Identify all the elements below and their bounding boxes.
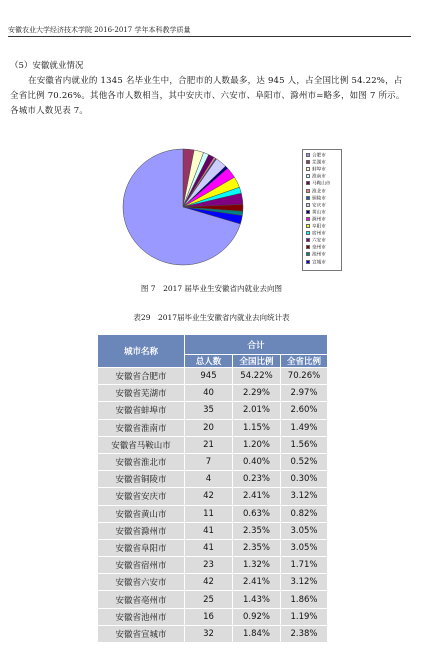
cell-city: 安徽省六安市 [98, 574, 185, 591]
cell-city: 安徽省池州市 [98, 608, 185, 625]
table-row [98, 557, 328, 574]
legend-label: 亳州市 [312, 245, 326, 251]
cell-national-ratio: 2.41% [233, 488, 281, 505]
legend-label: 宣城市 [312, 260, 326, 265]
legend-label: 淮北市 [312, 189, 326, 194]
cell-national-ratio: 2.29% [233, 385, 281, 402]
cell-national-ratio: 1.32% [233, 557, 281, 574]
legend-item [306, 224, 326, 230]
legend-swatch [306, 181, 310, 185]
legend-swatch [306, 238, 310, 242]
figure-caption: 图 7 2017 届毕业生安徽省内就业去向图 [140, 284, 283, 293]
legend-swatch [306, 210, 310, 214]
legend-swatch [306, 252, 310, 256]
legend-swatch [306, 260, 310, 264]
legend-item [306, 231, 326, 237]
table-row [98, 471, 328, 488]
legend-label: 马鞍山市 [312, 181, 331, 187]
cell-national-ratio: 0.92% [233, 608, 281, 625]
cell-total: 41 [185, 539, 233, 556]
cell-province-ratio: 0.30% [281, 471, 328, 488]
cell-province-ratio: 1.71% [281, 557, 328, 574]
legend-label: 宿州市 [312, 231, 326, 237]
legend-label: 安庆市 [312, 203, 326, 209]
legend-swatch [306, 174, 310, 178]
table-row [98, 574, 328, 591]
cell-province-ratio: 0.52% [281, 453, 328, 470]
legend-item [306, 245, 326, 251]
cell-city: 安徽省蚌埠市 [98, 402, 185, 419]
legend-item [306, 160, 326, 166]
cell-province-ratio: 2.60% [281, 402, 328, 419]
cell-province-ratio: 1.19% [281, 608, 328, 625]
legend-swatch [306, 203, 310, 207]
legend-swatch [306, 224, 310, 228]
cell-province-ratio: 3.05% [281, 539, 328, 556]
cell-province-ratio: 1.86% [281, 591, 328, 608]
cell-total: 21 [185, 436, 233, 453]
legend-swatch [306, 196, 310, 200]
legend-label: 合肥市 [312, 153, 326, 159]
legend-item [306, 181, 330, 187]
cell-province-ratio: 1.49% [281, 419, 328, 436]
cell-total: 23 [185, 557, 233, 574]
cell-total: 32 [185, 625, 233, 642]
legend-label: 芜湖市 [312, 160, 326, 166]
cell-total: 40 [185, 385, 233, 402]
section-heading: （5）安徽就业情况 [10, 61, 84, 71]
legend-item [306, 167, 326, 173]
legend-item [306, 252, 326, 258]
cell-total: 16 [185, 608, 233, 625]
cell-city: 安徽省滁州市 [98, 522, 185, 539]
cell-national-ratio: 2.35% [233, 539, 281, 556]
table-row [98, 539, 328, 556]
legend-item [306, 210, 326, 216]
cell-city: 安徽省芜湖市 [98, 385, 185, 402]
header-national-ratio: 全国比例 [233, 355, 281, 368]
header-divider [8, 36, 411, 37]
cell-city: 安徽省马鞍山市 [98, 436, 185, 453]
cell-national-ratio: 0.63% [233, 505, 281, 522]
legend-swatch [306, 153, 310, 157]
legend-item [306, 196, 326, 202]
cell-province-ratio: 3.12% [281, 574, 328, 591]
cell-city: 安徽省宿州市 [98, 557, 185, 574]
legend-label: 六安市 [312, 238, 326, 244]
legend-item [306, 153, 326, 159]
legend-swatch [306, 245, 310, 249]
cell-city: 安徽省亳州市 [98, 591, 185, 608]
cell-total: 25 [185, 591, 233, 608]
cell-total: 20 [185, 419, 233, 436]
table-row [98, 608, 328, 625]
cell-city: 安徽省淮南市 [98, 419, 185, 436]
cell-total: 945 [185, 368, 233, 385]
page-header: 安徽农业大学经济技术学院 2016-2017 学年本科教学质量 [8, 26, 191, 34]
cell-city: 安徽省黄山市 [98, 505, 185, 522]
legend-item [306, 189, 326, 195]
cell-total: 35 [185, 402, 233, 419]
cell-province-ratio: 3.12% [281, 488, 328, 505]
cell-national-ratio: 0.23% [233, 471, 281, 488]
cell-national-ratio: 1.84% [233, 625, 281, 642]
legend-label: 黄山市 [312, 210, 326, 216]
legend-item [306, 203, 326, 209]
cell-total: 4 [185, 471, 233, 488]
table-row [98, 436, 328, 453]
cell-city: 安徽省宣城市 [98, 625, 185, 642]
cell-national-ratio: 1.15% [233, 419, 281, 436]
cell-city: 安徽省合肥市 [98, 368, 185, 385]
employment-table [97, 334, 328, 643]
cell-total: 41 [185, 522, 233, 539]
table-row [98, 505, 328, 522]
header-province-ratio: 全省比例 [281, 355, 328, 368]
cell-city: 安徽省阜阳市 [98, 539, 185, 556]
legend-label: 蚌埠市 [312, 167, 326, 173]
table-row [98, 625, 328, 642]
cell-province-ratio: 1.56% [281, 436, 328, 453]
cell-total: 42 [185, 574, 233, 591]
pie-chart [120, 140, 300, 271]
legend-label: 阜阳市 [312, 224, 326, 230]
table-row [98, 385, 328, 402]
cell-province-ratio: 2.97% [281, 385, 328, 402]
legend-item [306, 217, 326, 223]
legend-label: 滁州市 [312, 217, 326, 223]
cell-province-ratio: 3.05% [281, 522, 328, 539]
legend-swatch [306, 160, 310, 164]
cell-national-ratio: 2.41% [233, 574, 281, 591]
cell-national-ratio: 2.35% [233, 522, 281, 539]
cell-province-ratio: 0.82% [281, 505, 328, 522]
cell-province-ratio: 70.26% [281, 368, 328, 385]
table-row [98, 368, 328, 385]
legend-swatch [306, 189, 310, 193]
cell-national-ratio: 2.01% [233, 402, 281, 419]
legend-label: 池州市 [312, 252, 326, 258]
table-row [98, 453, 328, 470]
legend-label: 淮南市 [312, 174, 326, 180]
cell-total: 11 [185, 505, 233, 522]
table-row [98, 488, 328, 505]
legend-swatch [306, 217, 310, 221]
chart-legend [302, 149, 342, 271]
legend-label: 铜陵市 [312, 196, 326, 202]
cell-total: 7 [185, 453, 233, 470]
cell-province-ratio: 2.38% [281, 625, 328, 642]
table-row [98, 419, 328, 436]
cell-national-ratio: 1.43% [233, 591, 281, 608]
cell-city: 安徽省淮北市 [98, 453, 185, 470]
cell-national-ratio: 1.20% [233, 436, 281, 453]
table-row [98, 402, 328, 419]
cell-national-ratio: 54.22% [233, 368, 281, 385]
table-caption: 表29 2017届毕业生安徽省内就业去向统计表 [133, 313, 290, 322]
cell-city: 安徽省铜陵市 [98, 471, 185, 488]
legend-swatch [306, 231, 310, 235]
legend-item [306, 260, 326, 266]
legend-item [306, 174, 326, 180]
cell-total: 42 [185, 488, 233, 505]
table-row [98, 591, 328, 608]
section-paragraph: 在安徽省内就业的 1345 名毕业生中，合肥市的人数最多，达 945 人，占全国比例 54.22%，占全省比例 70.26%。其他各市人数相当，其中安庆市、六安市、阜阳市、滁州市=略多，如图 7 所示。各城市人数见表 7。 [10, 76, 405, 116]
table-row [98, 522, 328, 539]
cell-national-ratio: 0.40% [233, 453, 281, 470]
legend-swatch [306, 167, 310, 171]
header-city: 城市名称 [98, 335, 185, 368]
cell-city: 安徽省安庆市 [98, 488, 185, 505]
legend-item [306, 238, 326, 244]
header-total: 总人数 [185, 355, 233, 368]
header-total-group: 合计 [185, 335, 328, 355]
